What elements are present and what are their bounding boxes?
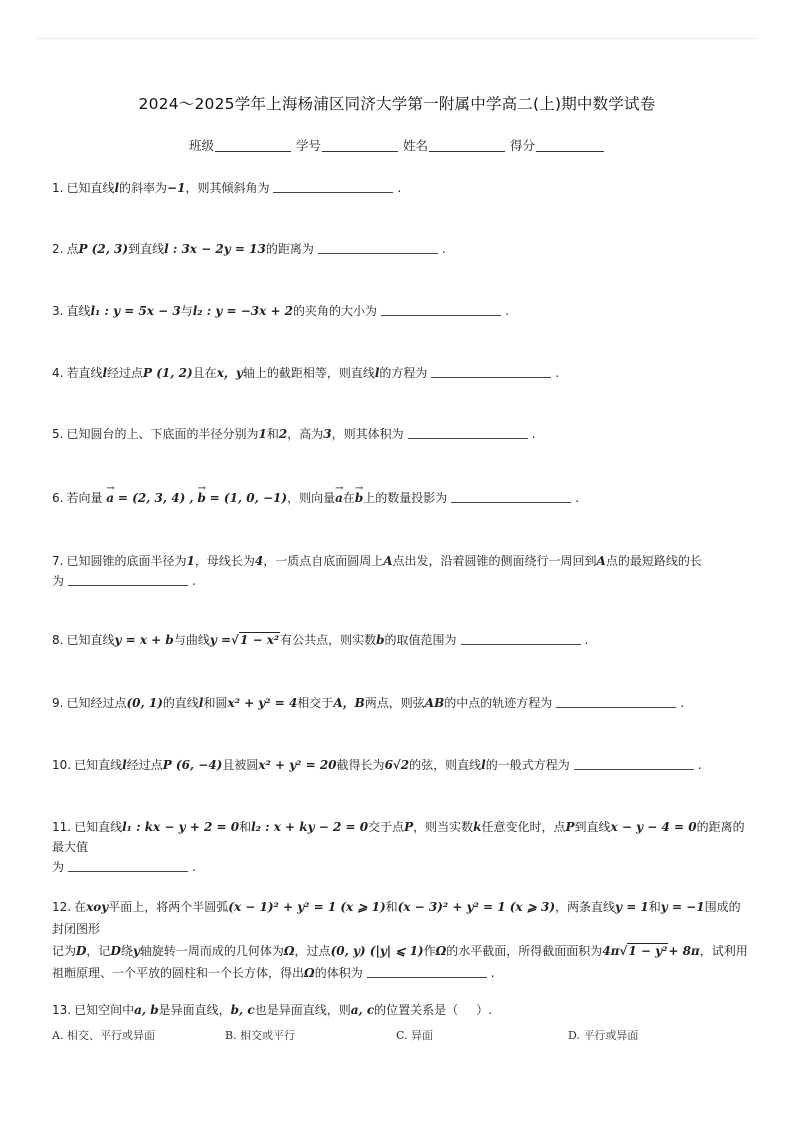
question-1: 1. 已知直线l的斜率为−1，则其倾斜角为 .: [52, 181, 402, 195]
vector-a: → a: [335, 488, 343, 508]
name-field[interactable]: [429, 139, 505, 152]
question-7: 7. 已知圆锥的底面半径为1，母线长为4，一质点自底面圆周上A点出发，沿着圆锥的侧面绕行一周回到A点的最短路线的长 为 .: [52, 554, 702, 588]
answer-blank[interactable]: [273, 180, 393, 193]
vector-b: → b: [355, 488, 363, 508]
option-d[interactable]: D. 平行或异面: [568, 1029, 639, 1042]
question-8: 8. 已知直线y = x + b与曲线y =√1 − x²有公共点，则实数b的取值范围为 .: [52, 633, 589, 647]
name-label: 姓名: [402, 138, 428, 153]
answer-blank[interactable]: [556, 695, 676, 708]
question-12: 12. 在xoy平面上，将两个半圆弧(x − 1)² + y² = 1 (x ⩾ 1)和(x − 3)² + y² = 1 (x ⩾ 3)，两条直线y = 1和y = −1围成的封闭图形 记为D，记D绕y轴旋转一周而成的几何体为Ω，过点(0, y) (|y| ⩽ 1)作Ω的水平截面，所得截面面积为4π√1 − y²+ 8π，试利用 祖暅原理、一个平放的圆柱和一个长方体，得出Ω的体积为 .: [52, 900, 748, 980]
answer-blank[interactable]: [367, 965, 487, 978]
header-divider: [36, 38, 758, 39]
class-label: 班级: [188, 138, 214, 153]
vector-a: → a: [106, 488, 114, 508]
question-6: 6. 若向量 → a = (2, 3, 4) , → b = (1, 0, −1)，则向量→ a在→ b上的数量投影为 .: [52, 488, 752, 508]
sqrt-symbol: √: [231, 633, 239, 647]
question-11: 11. 已知直线l₁ : kx − y + 2 = 0和l₂ : x + ky − 2 = 0交于点P，则当实数k任意变化时，点P到直线x − y − 4 = 0的距离的最大值 为 .: [52, 820, 745, 874]
answer-blank[interactable]: [461, 632, 581, 645]
student-id-label: 学号: [295, 138, 321, 153]
question-5: 5. 已知圆台的上、下底面的半径分别为1和2，高为3，则其体积为 .: [52, 427, 536, 441]
question-3: 3. 直线l₁ : y = 5x − 3与l₂ : y = −3x + 2的夹角的大小为 .: [52, 304, 509, 318]
score-label: 得分: [509, 138, 535, 153]
option-a[interactable]: A. 相交、平行或异面: [52, 1029, 155, 1042]
question-4: 4. 若直线l经过点P (1, 2)且在x，y轴上的截距相等，则直线l的方程为 .: [52, 366, 560, 380]
question-10: 10. 已知直线l经过点P (6, −4)且被圆x² + y² = 20截得长为6√2的弦，则直线l的一般式方程为 .: [52, 758, 702, 772]
option-b[interactable]: B. 相交或平行: [225, 1029, 296, 1042]
answer-blank[interactable]: [68, 859, 188, 872]
exam-title: 2024～2025学年上海杨浦区同济大学第一附属中学高二(上)期中数学试卷: [138, 95, 656, 113]
class-field[interactable]: [215, 139, 291, 152]
student-id-field[interactable]: [322, 139, 398, 152]
question-13: 13. 已知空间中a, b是异面直线，b, c也是异面直线，则a, c的位置关系是（ ）.: [52, 1003, 493, 1017]
answer-blank[interactable]: [68, 573, 188, 586]
question-9: 9. 已知经过点(0, 1)的直线l和圆x² + y² = 4相交于A，B两点，则弦AB的中点的轨迹方程为 .: [52, 696, 685, 710]
answer-blank[interactable]: [431, 365, 551, 378]
question-2: 2. 点P (2, 3)到直线l : 3x − 2y = 13的距离为 .: [52, 242, 446, 256]
student-info-row: [0, 136, 794, 154]
answer-blank[interactable]: [381, 303, 501, 316]
score-field[interactable]: [536, 139, 604, 152]
vector-b: → b: [197, 488, 205, 508]
sqrt-symbol: √: [619, 944, 628, 958]
answer-blank[interactable]: [451, 490, 571, 503]
answer-blank[interactable]: [408, 426, 528, 439]
answer-blank[interactable]: [318, 241, 438, 254]
option-c[interactable]: C. 异面: [396, 1029, 434, 1042]
answer-blank[interactable]: [574, 757, 694, 770]
